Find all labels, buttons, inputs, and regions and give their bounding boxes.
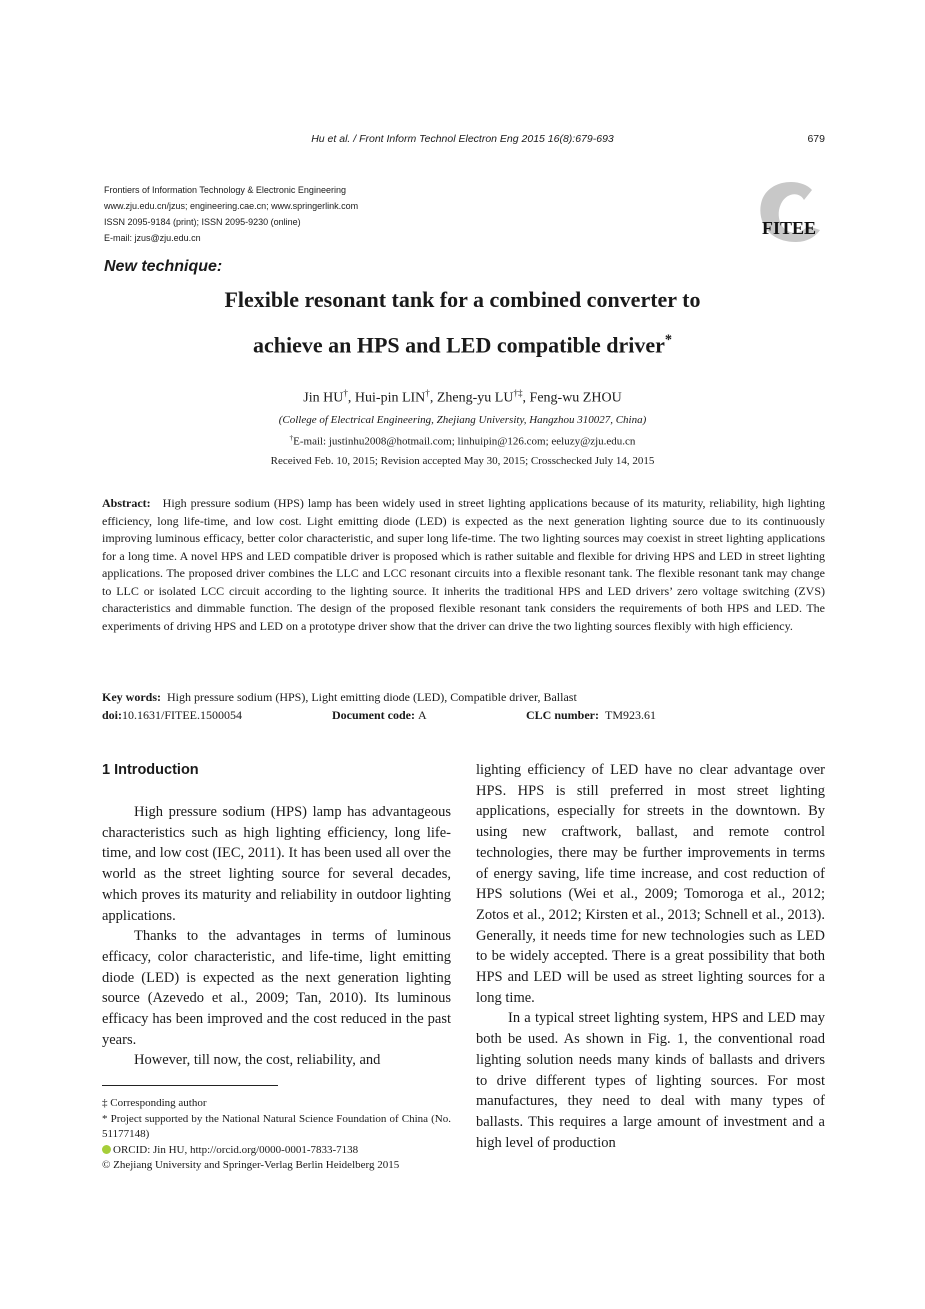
doi [102,708,242,723]
clc-label: CLC number: [526,708,600,722]
abstract [102,495,825,635]
paragraph: However, till now, the cost, reliability, and [134,1052,381,1069]
footnote-corresponding: ‡ Corresponding author [102,1097,207,1109]
paragraph: Thanks to the advantages in terms of luminous efficacy, color characteristic, and life-time, light emitting diode (LED) is expected as the next generation lighting source (Azevedo et al., 2009; Tan, 2010). Its luminous efficacy has been improved and the cost reduced in the past years. [102,928,451,1048]
orcid-text: ORCID: Jin HU, http://orcid.org/0000-0001-7833-7138 [113,1143,359,1156]
journal-info [104,182,358,246]
page-number: 679 [807,133,825,145]
author-name: Jin HU [303,390,344,406]
keywords [102,690,577,705]
orcid-icon [102,1145,111,1154]
title-line-2 [0,320,925,365]
title-footnote-mark: * [664,332,673,348]
article-dates: Received Feb. 10, 2015; Revision accepted May 30, 2015; Crosschecked July 14, 2015 [270,455,655,467]
affiliation: (College of Electrical Engineering, Zhejiang University, Hangzhou 310027, China) [278,414,647,426]
email-mark: † [289,434,294,442]
author-name: Hui-pin LIN [354,390,426,406]
footnote-orcid [102,1143,451,1159]
paragraph: lighting efficiency of LED have no clear advantage over HPS. HPS is still preferred in most street lighting applications, especially for streets in the downtown. By using new craftwork, ballast, and remote control technologies, there may be further improvements in terms of energy saving, life time increase, and cost reduction of HPS solutions (Wei et al., 2009; Tomoroga et al., 2012; Zotos et al., 2012; Kirsten et al., 2013; Schnell et al., 2013). Generally, it needs time for new technologies such as LED to be widely accepted. There is a great possibility that both HPS and LED will be used as street lighting sources for a long time. [476,762,825,1006]
text-column-right [476,760,825,1153]
text-column-left [102,802,451,1071]
author-name: Feng-wu ZHOU [529,390,622,406]
journal-email: E-mail: jzus@zju.edu.cn [104,233,201,243]
doccode-value: A [417,708,427,722]
doi-value: 10.1631/FITEE.1500054 [122,708,243,722]
journal-issn: ISSN 2095-9184 (print); ISSN 2095-9230 (online) [104,217,301,227]
paragraph: In a typical street lighting system, HPS and LED may both be used. As shown in Fig. 1, the conventional road lighting solution needs many kinds of ballasts and drivers to drive different types of lighting sources. For most manufactures, they need to deal with many types of ballasts. This requires a large amount of investment and a high level of production [476,1010,825,1151]
author-mark: † [425,388,430,398]
doccode-label: Document code: [332,708,415,722]
doi-label: doi: [102,708,123,722]
journal-websites: www.zju.edu.cn/jzus; engineering.cae.cn; www.springerlink.com [104,201,359,211]
email-text: E-mail: justinhu2008@hotmail.com; linhuipin@126.com; eeluzy@zju.edu.cn [293,435,636,448]
footnotes [102,1096,451,1174]
keywords-label: Key words: [102,690,161,704]
running-header: Hu et al. / Front Inform Technol Electron Eng 2015 16(8):679-693 [311,133,614,145]
paragraph: High pressure sodium (HPS) lamp has advantageous characteristics such as high lighting efficiency, long life-time, and low cost (IEC, 2011). It has been used all over the world as the street lighting source for several decades, which proves its maturity and reliability in outdoor lighting applications. [102,804,451,924]
author-name: Zheng-yu LU [436,390,514,406]
author-mark: †‡ [513,388,523,398]
document-code [332,708,427,723]
paper-title [0,280,925,365]
logo-text: FITEE [761,218,817,238]
keywords-text: High pressure sodium (HPS), Light emitting diode (LED), Compatible driver, Ballast [167,690,577,704]
section-heading-introduction: 1 Introduction [102,762,199,778]
abstract-text: High pressure sodium (HPS) lamp has been widely used in street lighting applications because of its maturity, reliability, high lighting efficiency, long life-time, and low cost. Light emitting diode (LED) is expected as the next generation lighting source due to its continuously improving luminous efficacy, better color characteristic, and super long life-time. The two lighting sources may coexist in street lighting applications for a long time. A novel HPS and LED compatible driver is proposed which is rather suitable and flexible for driving HPS and LED in street lighting applications. The proposed driver combines the LLC and LCC resonant circuits into a flexible resonant tank. The flexible resonant tank may change to LLC or isolated LCC circuit according to the lighting source. It inherits the traditional HPS and LED drivers’ zero voltage switching (ZVS) characteristics and dimmable function. The design of the proposed flexible resonant tank considers the requirements of both HPS and LED. The experiments of driving HPS and LED on a prototype driver show that the driver can drive the two lighting sources flexibly with high efficiency. [102,496,825,633]
footnote-project: * Project supported by the National Natural Science Foundation of China (No. 51177148) [102,1112,451,1140]
section-label: New technique: [104,258,223,275]
clc-number [526,708,656,723]
footnote-copyright: © Zhejiang University and Springer-Verlag Berlin Heidelberg 2015 [102,1159,400,1171]
title-line-1: Flexible resonant tank for a combined converter to [224,287,701,312]
footnote-divider [102,1085,278,1086]
author-mark: † [343,388,348,398]
journal-name: Frontiers of Information Technology & Electronic Engineering [104,185,346,195]
title-line-2-text: achieve an HPS and LED compatible driver [252,332,665,358]
author-emails [0,434,925,448]
clc-value: TM923.61 [605,708,657,722]
author-list: Jin HU†, Hui-pin LIN†, Zheng-yu LU†‡, Feng-wu ZHOU [303,388,622,406]
abstract-label: Abstract: [102,496,151,510]
fitee-logo [752,176,826,246]
